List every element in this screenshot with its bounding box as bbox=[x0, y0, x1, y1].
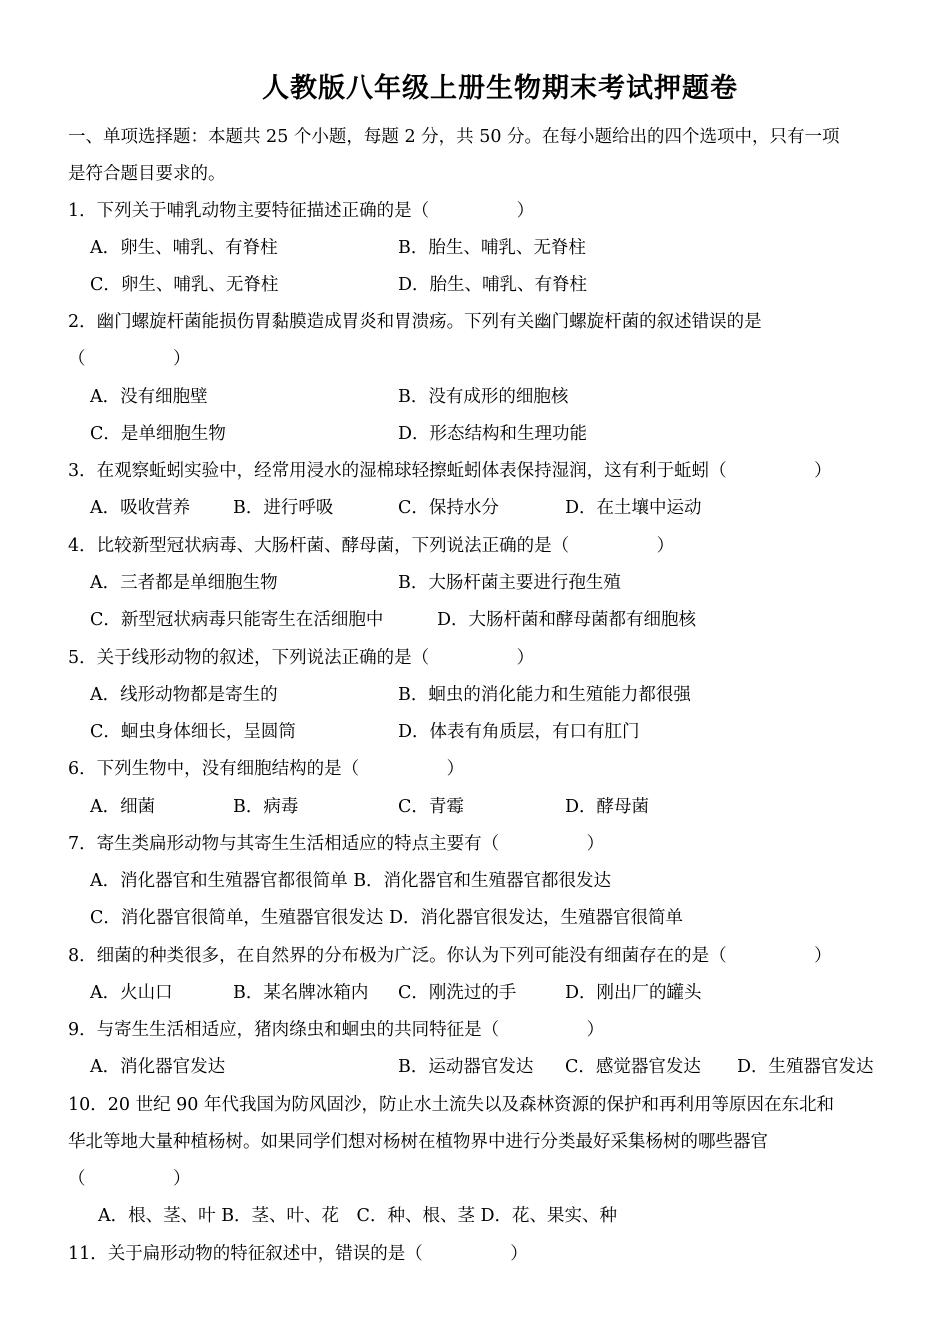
q4-option-c: C．新型冠状病毒只能寄生在活细胞中 bbox=[90, 610, 384, 630]
q2-option-a: A．没有细胞壁 bbox=[90, 387, 208, 407]
question-3: 3．在观察蚯蚓实验中，经常用浸水的湿棉球轻擦蚯蚓体表保持湿润，这有利于蚯蚓（ ） bbox=[68, 461, 832, 481]
q4-option-b: B．大肠杆菌主要进行孢生殖 bbox=[398, 573, 621, 593]
q8-option-c: C．刚洗过的手 bbox=[398, 983, 517, 1003]
q1-option-a: A．卵生、哺乳、有脊柱 bbox=[90, 238, 278, 258]
q9-option-d: D．生殖器官发达 bbox=[737, 1057, 874, 1077]
q9-option-a: A．消化器官发达 bbox=[90, 1057, 226, 1077]
q6-option-d: D．酵母菌 bbox=[565, 797, 650, 817]
question-8: 8．细菌的种类很多，在自然界的分布极为广泛。你认为下列可能没有细菌存在的是（ ） bbox=[68, 946, 832, 966]
question-1: 1．下列关于哺乳动物主要特征描述正确的是（ ） bbox=[68, 201, 535, 221]
q5-option-c: C．蛔虫身体细长，呈圆筒 bbox=[90, 722, 296, 742]
q6-option-b: B．病毒 bbox=[233, 797, 299, 817]
question-5: 5．关于线形动物的叙述，下列说法正确的是（ ） bbox=[68, 648, 535, 668]
q6-option-a: A．细菌 bbox=[90, 797, 156, 817]
q10-options: A．根、茎、叶 B．茎、叶、花 C．种、根、茎 D．花、果实、种 bbox=[98, 1206, 618, 1226]
q9-option-c: C．感觉器官发达 bbox=[565, 1057, 701, 1077]
question-9: 9．与寄生生活相适应，猪肉绦虫和蛔虫的共同特征是（ ） bbox=[68, 1020, 605, 1040]
q7-options-cd: C．消化器官很简单，生殖器官很发达 D．消化器官很发达，生殖器官很简单 bbox=[90, 908, 683, 928]
q5-option-d: D．体表有角质层，有口有肛门 bbox=[398, 722, 640, 742]
q2-option-c: C．是单细胞生物 bbox=[90, 424, 226, 444]
q5-option-b: B．蛔虫的消化能力和生殖能力都很强 bbox=[398, 685, 691, 705]
q1-option-b: B．胎生、哺乳、无脊柱 bbox=[398, 238, 586, 258]
question-7: 7．寄生类扁形动物与其寄生生活相适应的特点主要有（ ） bbox=[68, 834, 605, 854]
q8-option-d: D．刚出厂的罐头 bbox=[565, 983, 702, 1003]
question-10-blank: （ ） bbox=[68, 1169, 191, 1189]
q3-option-d: D．在土壤中运动 bbox=[565, 498, 702, 518]
section-header-line-2: 是符合题目要求的。 bbox=[68, 164, 226, 184]
q3-option-a: A．吸收营养 bbox=[90, 498, 191, 518]
q8-option-b: B．某名牌冰箱内 bbox=[233, 983, 369, 1003]
question-2: 2．幽门螺旋杆菌能损伤胃黏膜造成胃炎和胃溃疡。下列有关幽门螺旋杆菌的叙述错误的是 bbox=[68, 312, 762, 332]
q7-options-ab: A．消化器官和生殖器官都很简单 B．消化器官和生殖器官都很发达 bbox=[90, 871, 612, 891]
section-header-line-1: 一、单项选择题：本题共 25 个小题，每题 2 分，共 50 分。在每小题给出的四个选项中，只有一项 bbox=[68, 127, 840, 147]
q2-option-b: B．没有成形的细胞核 bbox=[398, 387, 569, 407]
question-11: 11．关于扁形动物的特征叙述中，错误的是（ ） bbox=[68, 1244, 528, 1264]
q9-option-b: B．运动器官发达 bbox=[398, 1057, 534, 1077]
question-4: 4．比较新型冠状病毒、大肠杆菌、酵母菌，下列说法正确的是（ ） bbox=[68, 536, 675, 556]
q4-option-a: A．三者都是单细胞生物 bbox=[90, 573, 278, 593]
q2-option-d: D．形态结构和生理功能 bbox=[398, 424, 588, 444]
page-title: 人教版八年级上册生物期末考试押题卷 bbox=[262, 73, 738, 104]
question-10-line-2: 华北等地大量种植杨树。如果同学们想对杨树在植物界中进行分类最好采集杨树的哪些器官 bbox=[68, 1132, 768, 1152]
q8-option-a: A．火山口 bbox=[90, 983, 173, 1003]
question-10-line-1: 10．20 世纪 90 年代我国为防风固沙，防止水土流失以及森林资源的保护和再利用等原因在东北和 bbox=[68, 1095, 834, 1115]
q3-option-b: B．进行呼吸 bbox=[233, 498, 334, 518]
q5-option-a: A．线形动物都是寄生的 bbox=[90, 685, 278, 705]
q3-option-c: C．保持水分 bbox=[398, 498, 499, 518]
question-2-blank: （ ） bbox=[68, 349, 191, 369]
question-6: 6．下列生物中，没有细胞结构的是（ ） bbox=[68, 759, 465, 779]
q6-option-c: C．青霉 bbox=[398, 797, 464, 817]
q1-option-c: C．卵生、哺乳、无脊柱 bbox=[90, 275, 279, 295]
q4-option-d: D．大肠杆菌和酵母菌都有细胞核 bbox=[437, 610, 697, 630]
q1-option-d: D．胎生、哺乳、有脊柱 bbox=[398, 275, 588, 295]
